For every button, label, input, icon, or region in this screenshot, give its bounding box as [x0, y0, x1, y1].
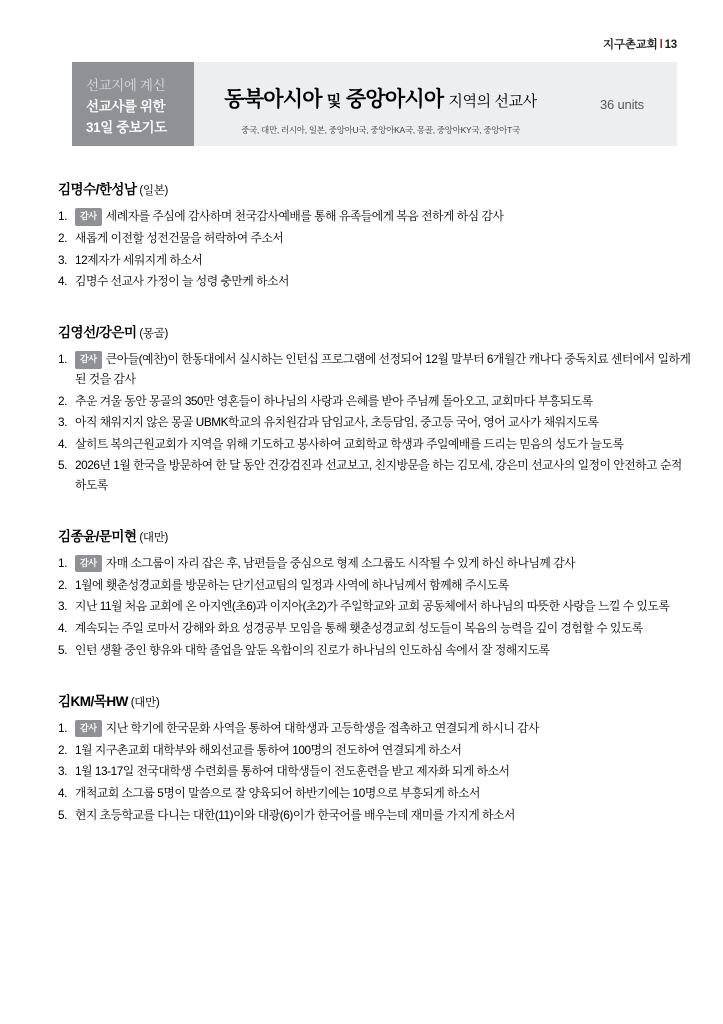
missionary-name-heading [58, 178, 691, 198]
band-units: 36 units [600, 96, 644, 112]
running-header [603, 36, 677, 52]
prayer-item-body [75, 597, 691, 616]
prayer-item [58, 554, 691, 574]
prayer-item [58, 762, 691, 781]
prayer-item-number: 3. [58, 599, 67, 614]
prayer-item-body [75, 762, 691, 781]
prayer-item-text: 지난 학기에 한국문화 사역을 통하여 대학생과 고등학생을 접촉하고 연결되게 하시니 감사 [105, 720, 540, 735]
prayer-item-text: 지난 11월 처음 교회에 온 아지엔(초6)과 이지아(초2)가 주일학교와 교회 공동체에서 하나님의 따뜻한 사랑을 느낄 수 있도록 [75, 599, 670, 614]
prayer-item [58, 576, 691, 595]
missionary-group [58, 321, 691, 494]
prayer-item-body [75, 619, 691, 638]
prayer-item-number: 3. [58, 415, 67, 430]
prayer-item [58, 392, 691, 411]
prayer-item-text: 1월 13-17일 전국대학생 수련회를 통하여 대학생들이 전도훈련을 받고 제자화 되게 하소서 [75, 764, 510, 779]
thanksgiving-badge: 감사 [75, 351, 102, 369]
prayer-item-text: 세례자를 주심에 감사하며 천국감사예배를 통해 유족들에게 복음 전하게 하심 감사 [105, 209, 504, 223]
missionary-country: (일본) [136, 185, 169, 197]
band-center [194, 62, 567, 146]
prayer-item-number: 4. [58, 274, 67, 289]
missionary-group [58, 690, 691, 825]
prayer-item [58, 435, 691, 454]
band-title-region2: 중앙아시아 [345, 88, 444, 111]
missionary-name-heading [58, 690, 691, 710]
prayer-item [58, 597, 691, 616]
band-title [194, 83, 567, 113]
band-title-region1: 동북아시아 [224, 88, 322, 111]
prayer-item-number: 1. [58, 209, 67, 223]
running-header-separator: l [659, 39, 663, 51]
band-title-suffix: 지역의 선교사 [448, 93, 537, 110]
prayer-item-number: 2. [58, 393, 67, 408]
prayer-item-text: 1월에 횃춘성경교회를 방문하는 단기선교팀의 일정과 사역에 하나님께서 함께해 주시도록 [75, 577, 509, 592]
prayer-item-number: 3. [58, 764, 67, 779]
prayer-item-body [75, 576, 691, 595]
prayer-item [58, 806, 691, 825]
band-title-conjunction: 및 [326, 93, 341, 110]
prayer-item-number: 2. [58, 742, 67, 757]
prayer-item [58, 229, 691, 248]
prayer-item [58, 251, 691, 270]
prayer-item-number: 5. [58, 807, 67, 822]
prayer-item-body [75, 784, 691, 803]
missionary-country: (대만) [127, 696, 160, 709]
prayer-item [58, 741, 691, 760]
prayer-item-body [75, 229, 691, 248]
missionary-name: 김영선/강은미 [58, 325, 137, 341]
band-left-line2: 선교사를 위한 [86, 98, 166, 114]
thanksgiving-badge: 감사 [75, 208, 102, 226]
prayer-item-body [75, 741, 691, 760]
prayer-item-body [75, 641, 691, 660]
prayer-item-number: 2. [58, 231, 67, 246]
missionary-group [58, 525, 691, 660]
prayer-item-text: 새롭게 이전할 성전건물을 허락하여 주소서 [75, 231, 284, 246]
prayer-item-number: 3. [58, 252, 67, 267]
prayer-item-text: 자매 소그룹이 자리 잡은 후, 남편들을 중심으로 형제 소그룹도 시작될 수 있게 하신 하나님께 감사 [105, 555, 576, 570]
missionary-name: 김명수/한성남 [58, 182, 137, 197]
missionary-country: (대만) [136, 531, 169, 544]
missionary-name: 김종윤/문미현 [58, 528, 137, 544]
prayer-item-number: 5. [58, 458, 67, 473]
prayer-item-number: 5. [58, 642, 67, 657]
prayer-item-text: 계속되는 주일 로마서 강해와 화요 성경공부 모임을 통해 횃춘성경교회 성도들이 복음의 능력을 깊이 경험할 수 있도록 [75, 620, 643, 635]
prayer-item-number: 2. [58, 577, 67, 592]
missionary-name: 김KM/목HW [58, 693, 128, 709]
prayer-item [58, 719, 691, 739]
prayer-item-text: 개척교회 소그룹 5명이 말씀으로 잘 양육되어 하반기에는 10명으로 부흥되게 하소서 [75, 785, 480, 800]
prayer-item [58, 272, 691, 291]
prayer-item-body [75, 350, 691, 389]
prayer-item-text: 현지 초등학교를 다니는 대한(11)이와 대광(6)이가 한국어를 배우는데 재미를 가지게 하소서 [75, 807, 515, 822]
prayer-item-number: 4. [58, 620, 67, 635]
running-header-title: 지구촌교회 [603, 39, 658, 51]
prayer-item [58, 350, 691, 389]
prayer-item-body [75, 413, 691, 432]
prayer-item-body [75, 272, 691, 291]
missionary-name-heading [58, 525, 691, 545]
prayer-item-body [75, 806, 691, 825]
prayer-item-number: 1. [58, 720, 67, 735]
missionary-country: (몽골) [136, 328, 169, 341]
prayer-item-body [75, 719, 691, 739]
prayer-item [58, 456, 691, 494]
prayer-item-number: 4. [58, 436, 67, 451]
prayer-item-text: 아직 채워지지 않은 몽골 UBMK학교의 유치원감과 담임교사, 초등담임, 중고등 국어, 영어 교사가 채워지도록 [75, 415, 599, 430]
missionary-name-heading [58, 321, 691, 341]
prayer-item-text: 1월 지구촌교회 대학부와 해외선교를 통하여 100명의 전도하여 연결되게 하소서 [75, 742, 462, 757]
prayer-item [58, 207, 691, 227]
prayer-item-text: 살히트 복의근원교회가 지역을 위해 기도하고 봉사하여 교회학교 학생과 주일예배를 드리는 믿음의 성도가 늘도록 [75, 436, 624, 451]
thanksgiving-badge: 감사 [75, 720, 102, 738]
prayer-item [58, 641, 691, 660]
title-band [72, 62, 677, 146]
prayer-item-text: 2026년 1월 한국을 방문하여 한 달 동안 건강검진과 선교보고, 친지방문을 하는 김모세, 강은미 선교사의 일정이 안전하고 순적하도록 [75, 458, 682, 492]
prayer-item-text: 12제자가 세워지게 하소서 [75, 252, 203, 267]
band-left-line3: 31일 중보기도 [86, 119, 167, 135]
prayer-item-body [75, 554, 691, 574]
prayer-item [58, 413, 691, 432]
prayer-groups [58, 178, 691, 855]
missionary-group [58, 178, 691, 291]
prayer-item-text: 인턴 생활 중인 향유와 대학 졸업을 앞둔 옥합이의 진로가 하나님의 인도하심 속에서 잘 정해지도록 [75, 642, 550, 657]
band-left-line1: 선교지에 계신 [86, 78, 166, 93]
prayer-item-text: 김명수 선교사 가정이 늘 성령 충만케 하소서 [75, 274, 289, 289]
prayer-item-body [75, 392, 691, 411]
running-header-page-number: 13 [664, 39, 677, 51]
band-left-label [72, 62, 194, 146]
prayer-item [58, 784, 691, 803]
prayer-item-body [75, 207, 691, 227]
prayer-item-text: 큰아들(예찬)이 한동대에서 실시하는 인턴십 프로그램에 선정되어 12월 말부터 6개월간 캐나다 중독치료 센터에서 일하게 된 것을 감사 [75, 352, 691, 386]
prayer-item [58, 619, 691, 638]
prayer-item-number: 4. [58, 785, 67, 800]
band-subtitle: 중국, 대만, 러시아, 일본, 중앙아U국, 중앙아KA국, 몽골, 중앙아KY국, 중앙아T국 [241, 125, 520, 135]
prayer-item-body [75, 251, 691, 270]
thanksgiving-badge: 감사 [75, 555, 102, 573]
prayer-item-body [75, 435, 691, 454]
prayer-item-text: 추운 겨울 동안 몽골의 350만 영혼들이 하나님의 사랑과 은혜를 받아 주님께 돌아오고, 교회마다 부흥되도록 [75, 393, 593, 408]
prayer-item-number: 1. [58, 555, 67, 570]
prayer-item-number: 1. [58, 352, 67, 367]
prayer-item-body [75, 456, 691, 494]
